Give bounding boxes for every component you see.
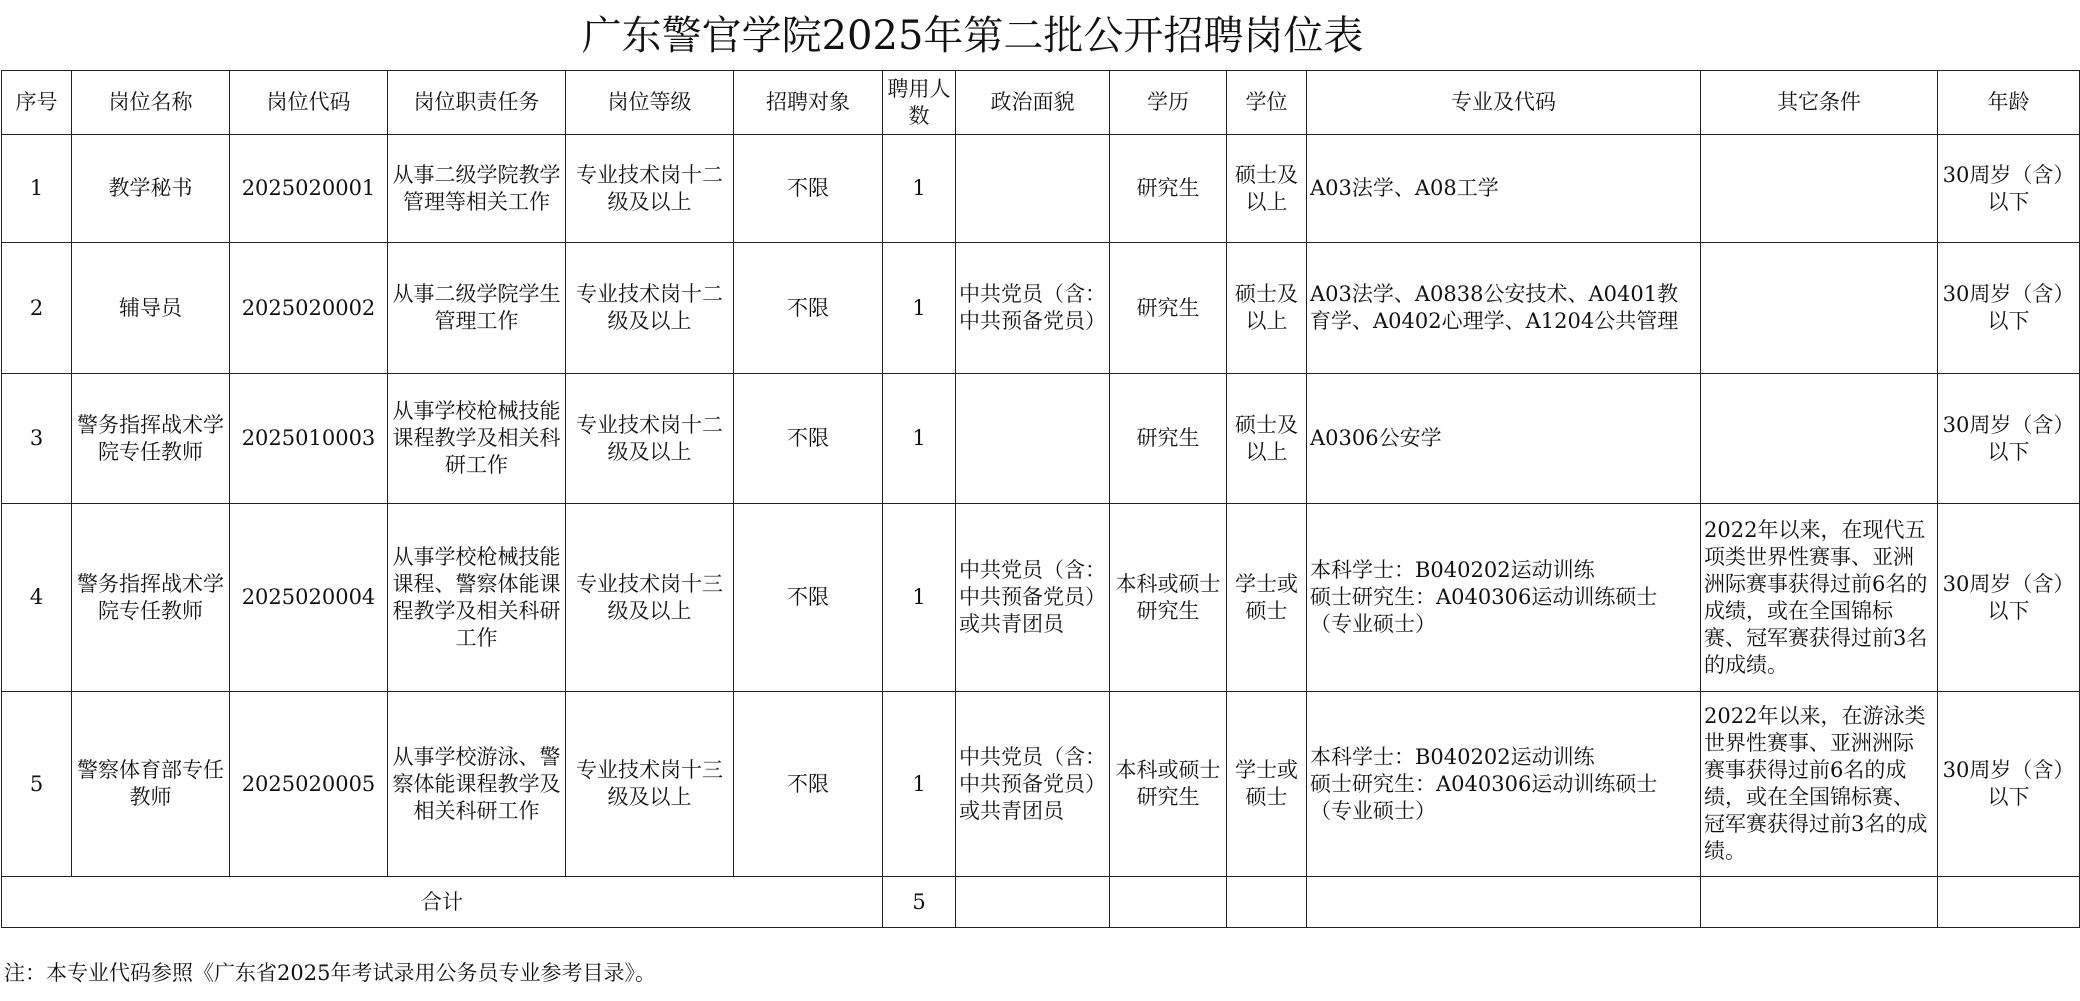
cell-code: 2025020002 — [230, 243, 388, 374]
cell-level: 专业技术岗十二级及以上 — [566, 135, 734, 243]
cell-degree: 学士或硕士 — [1227, 504, 1307, 692]
table-row — [2, 504, 2080, 692]
cell-count: 1 — [883, 374, 956, 504]
table-row — [2, 374, 2080, 504]
total-row — [2, 877, 2080, 928]
header-cell-code: 岗位代码 — [230, 71, 388, 135]
cell-count: 1 — [883, 135, 956, 243]
empty-cell — [1938, 877, 2080, 928]
cell-age: 30周岁（含）以下 — [1938, 243, 2080, 374]
empty-cell — [956, 877, 1110, 928]
major-line-2: 硕士研究生：A040306运动训练硕士（专业硕士） — [1310, 585, 1658, 636]
cell-politics: 中共党员（含：中共预备党员）或共青团员 — [956, 504, 1110, 692]
major-line: 本科学士：B040202运动训练 — [1310, 744, 1595, 769]
cell-name: 警务指挥战术学院专任教师 — [72, 504, 230, 692]
total-label: 合计 — [2, 877, 883, 928]
cell-no: 4 — [2, 504, 72, 692]
cell-age: 30周岁（含）以下 — [1938, 374, 2080, 504]
cell-level: 专业技术岗十二级及以上 — [566, 374, 734, 504]
header-cell-name: 岗位名称 — [72, 71, 230, 135]
cell-other — [1701, 374, 1938, 504]
cell-level: 专业技术岗十三级及以上 — [566, 692, 734, 877]
empty-cell — [1701, 877, 1938, 928]
major-line: 本科学士：B040202运动训练 — [1310, 558, 1595, 582]
cell-education: 本科或硕士研究生 — [1110, 504, 1227, 692]
total-count: 5 — [883, 877, 956, 928]
cell-no: 1 — [2, 135, 72, 243]
header-cell-politics: 政治面貌 — [956, 71, 1110, 135]
cell-age: 30周岁（含）以下 — [1938, 504, 2080, 692]
cell-education: 本科或硕士研究生 — [1110, 692, 1227, 877]
page-title: 广东警官学院2025年第二批公开招聘岗位表 — [581, 13, 1364, 59]
empty-cell — [1110, 877, 1227, 928]
cell-level: 专业技术岗十三级及以上 — [566, 504, 734, 692]
header-cell-degree: 学位 — [1227, 71, 1307, 135]
cell-major — [1307, 504, 1701, 692]
cell-other — [1701, 135, 1938, 243]
header-cell-no: 序号 — [2, 71, 72, 135]
header-row — [2, 71, 2080, 135]
cell-level: 专业技术岗十二级及以上 — [566, 243, 734, 374]
cell-degree: 硕士及以上 — [1227, 243, 1307, 374]
cell-other: 2022年以来，在现代五项类世界性赛事、亚洲洲际赛事获得过前6名的成绩，或在全国锦标赛、冠军赛获得过前3名的成绩。 — [1701, 504, 1938, 692]
cell-other: 2022年以来，在游泳类世界性赛事、亚洲洲际赛事获得过前6名的成绩，或在全国锦标赛、冠军赛获得过前3名的成绩。 — [1701, 692, 1938, 877]
cell-target: 不限 — [734, 243, 883, 374]
cell-age: 30周岁（含）以下 — [1938, 692, 2080, 877]
table-row — [2, 243, 2080, 374]
empty-cell — [1307, 877, 1701, 928]
major-line-2: 硕士研究生：A040306运动训练硕士（专业硕士） — [1310, 771, 1658, 823]
cell-education: 研究生 — [1110, 243, 1227, 374]
cell-no: 3 — [2, 374, 72, 504]
header-cell-target: 招聘对象 — [734, 71, 883, 135]
cell-duty: 从事二级学院学生管理工作 — [388, 243, 566, 374]
recruitment-table — [1, 70, 2080, 928]
cell-count: 1 — [883, 243, 956, 374]
cell-name: 辅导员 — [72, 243, 230, 374]
header-cell-major: 专业及代码 — [1307, 71, 1701, 135]
cell-age: 30周岁（含）以下 — [1938, 135, 2080, 243]
cell-politics — [956, 135, 1110, 243]
empty-cell — [1227, 877, 1307, 928]
major-line: A0306公安学 — [1310, 426, 1442, 450]
header-cell-age: 年龄 — [1938, 71, 2080, 135]
major-line: A03法学、A0838公安技术、A0401教育学、A0402心理学、A1204公共管理 — [1310, 282, 1679, 333]
cell-no: 5 — [2, 692, 72, 877]
table-row — [2, 135, 2080, 243]
cell-name: 教学秘书 — [72, 135, 230, 243]
cell-code: 2025010003 — [230, 374, 388, 504]
cell-count: 1 — [883, 504, 956, 692]
header-cell-duty: 岗位职责任务 — [388, 71, 566, 135]
header-cell-count: 聘用人数 — [883, 71, 956, 135]
table-row — [2, 692, 2080, 877]
cell-education: 研究生 — [1110, 374, 1227, 504]
cell-duty: 从事二级学院教学管理等相关工作 — [388, 135, 566, 243]
cell-target: 不限 — [734, 504, 883, 692]
cell-count: 1 — [883, 692, 956, 877]
cell-name: 警察体育部专任教师 — [72, 692, 230, 877]
header-cell-education: 学历 — [1110, 71, 1227, 135]
cell-name: 警务指挥战术学院专任教师 — [72, 374, 230, 504]
cell-politics: 中共党员（含：中共预备党员）或共青团员 — [956, 692, 1110, 877]
cell-major — [1307, 692, 1701, 877]
major-line: A03法学、A08工学 — [1310, 176, 1499, 200]
cell-code: 2025020001 — [230, 135, 388, 243]
cell-target: 不限 — [734, 135, 883, 243]
cell-duty: 从事学校游泳、警察体能课程教学及相关科研工作 — [388, 692, 566, 877]
cell-no: 2 — [2, 243, 72, 374]
cell-duty: 从事学校枪械技能课程教学及相关科研工作 — [388, 374, 566, 504]
cell-politics — [956, 374, 1110, 504]
cell-major — [1307, 243, 1701, 374]
cell-major — [1307, 135, 1701, 243]
cell-other — [1701, 243, 1938, 374]
cell-degree: 学士或硕士 — [1227, 692, 1307, 877]
cell-education: 研究生 — [1110, 135, 1227, 243]
cell-politics: 中共党员（含：中共预备党员） — [956, 243, 1110, 374]
cell-code: 2025020005 — [230, 692, 388, 877]
cell-target: 不限 — [734, 374, 883, 504]
cell-code: 2025020004 — [230, 504, 388, 692]
cell-major — [1307, 374, 1701, 504]
header-cell-other: 其它条件 — [1701, 71, 1938, 135]
footnote: 注：本专业代码参照《广东省2025年考试录用公务员专业参考目录》。 — [4, 961, 656, 985]
cell-target: 不限 — [734, 692, 883, 877]
header-cell-level: 岗位等级 — [566, 71, 734, 135]
cell-duty: 从事学校枪械技能课程、警察体能课程教学及相关科研工作 — [388, 504, 566, 692]
cell-degree: 硕士及以上 — [1227, 374, 1307, 504]
cell-degree: 硕士及以上 — [1227, 135, 1307, 243]
